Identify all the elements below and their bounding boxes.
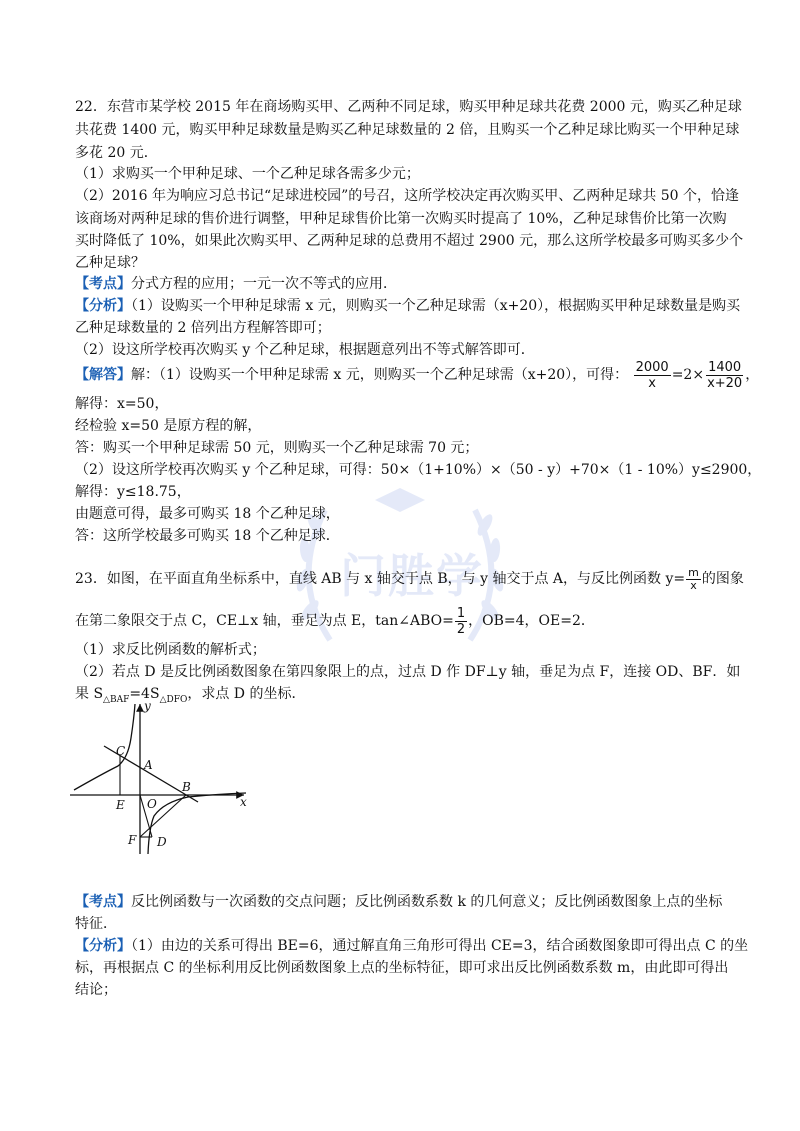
q23-kaodian: [75, 892, 722, 912]
fenxi-tag: 【分析】: [75, 298, 131, 314]
q22-part2-line: 该商场对两种足球的售价进行调整，甲种足球售价比第一次购买时提高了 10%，乙种足球售价比第一次购: [75, 211, 727, 227]
fraction-1-over-2: $\frac{1}{2}$: [456, 605, 466, 637]
label-c: C: [116, 744, 126, 758]
kaodian-text: 反比例函数与一次函数的交点问题；反比例函数系数 k 的几何意义；反比例函数图象上点的坐标: [131, 894, 723, 910]
solution-line: 经检验 x=50 是原方程的解，: [75, 418, 262, 434]
q23-text-line: 在第二象限交于点 C，CE⊥x 轴，垂足为点 E，tan∠ABO= $\frac{1}{2}$ ，OB=4，OE=2．: [75, 605, 595, 637]
q23-part2-line: （2）若点 D 是反比例函数图象在第四象限上的点，过点 D 作 DF⊥y 轴，垂足为点 F，连接 OD、BF．如: [75, 664, 741, 680]
q22-part2-line: （2）2016 年为响应习总书记“足球进校园”的号召，这所学校决定再次购买甲、乙两种足球共 50 个，恰逢: [75, 188, 740, 204]
q22-fenxi-line: （2）设这所学校再次购买 y 个乙种足球，根据题意列出不等式解答即可．: [75, 342, 535, 358]
q23-kaodian-line: 特征．: [75, 916, 117, 932]
solution-line: （2）设这所学校再次购买 y 个乙种足球，可得：50×（1+10%）×（50 - y）+70×（1 - 10%）y≤2900，: [75, 462, 762, 478]
q22-text-line: 多花 20 元．: [75, 145, 158, 161]
label-d: D: [157, 835, 167, 849]
solution-line: 由题意可得，最多可购买 18 个乙种足球，: [75, 506, 340, 522]
q23-fenxi-line: 结论；: [75, 982, 117, 998]
fraction-m-over-x: $\frac{m}{x}$: [688, 565, 699, 592]
solution-line: 解得：y≤18.75，: [75, 484, 191, 500]
fraction-2000-over-x: $\frac{2000}{x}$: [635, 359, 669, 391]
equation-end: ，: [745, 367, 760, 383]
jieda-text: 解：（1）设购买一个甲种足球需 x 元，则购买一个乙种足球需（x+20），可得：: [131, 367, 629, 383]
watermark-text: 门胜学: [340, 549, 484, 603]
q22-text-line: 22．东营市某学校 2015 年在商场购买甲、乙两种不同足球，购买甲种足球共花费 2000 元，购买乙种足球: [75, 99, 742, 115]
q22-fenxi-line: 乙种足球数量的 2 倍列出方程解答即可；: [75, 320, 331, 336]
fenxi-text: （1）设购买一个甲种足球需 x 元，则购买一个乙种足球需（x+20），根据购买甲种足球数量是购买: [131, 298, 741, 314]
label-y: y: [144, 699, 151, 713]
fraction-1400-over-x20: $\frac{1400}{x+20}$: [707, 359, 743, 391]
solution-line: 解得：x=50，: [75, 396, 169, 412]
q22-fenxi: [75, 296, 740, 316]
q23-part1: （1）求反比例函数的解析式；: [75, 642, 266, 658]
q22-part2-line: 乙种足球？: [75, 255, 145, 271]
q22-jieda: [75, 358, 759, 392]
solution-line: 答：购买一个甲种足球需 50 元，则购买一个乙种足球需 70 元；: [75, 440, 479, 456]
q23-fenxi-line: 标，再根据点 C 的坐标利用反比例函数图象上点的坐标特征，即可求出反比例函数系数 m，由此即可得出: [75, 960, 729, 976]
q23-part2-line: 果 $S_{\triangle BAF}=4S_{\triangle DFO}$，求点 D 的坐标．: [75, 686, 306, 705]
q22-part1: （1）求购买一个甲种足球、一个乙种足球各需多少元；: [75, 166, 420, 182]
kaodian-text: 分式方程的应用；一元一次不等式的应用．: [131, 276, 397, 292]
q22-part2-line: 买时降低了 10%，如果此次购买甲、乙两种足球的总费用不超过 2900 元，那么这所学校最多可购买多少个: [75, 233, 744, 249]
label-b: B: [182, 780, 191, 794]
q22-kaodian: [75, 274, 397, 294]
solution-line: 答：这所学校最多可购买 18 个乙种足球．: [75, 528, 340, 544]
label-x: x: [240, 795, 247, 809]
kaodian-tag: 【考点】: [75, 894, 131, 910]
jieda-tag: 【解答】: [75, 367, 131, 383]
fenxi-text: （1）由边的关系可得出 BE=6，通过解直角三角形可得出 CE=3，结合函数图象即可得出点 C 的坐: [131, 938, 749, 954]
label-f: F: [128, 833, 137, 847]
q22-text-line: 共花费 1400 元，购买甲种足球数量是购买乙种足球数量的 2 倍，且购买一个乙种足球比购买一个甲种足球: [75, 122, 740, 138]
coordinate-graph-figure: [68, 698, 250, 856]
label-a: A: [144, 758, 153, 772]
equation-mid: =2×: [671, 367, 705, 383]
label-e: E: [116, 798, 125, 812]
kaodian-tag: 【考点】: [75, 276, 131, 292]
label-o: O: [147, 797, 157, 811]
q23-text-line: 23．如图，在平面直角坐标系中，直线 AB 与 x 轴交于点 B，与 y 轴交于点 A，与反比例函数 y= $\frac{m}{x}$ 的图象: [75, 565, 744, 592]
q23-fenxi: [75, 936, 748, 956]
fenxi-tag: 【分析】: [75, 938, 131, 954]
